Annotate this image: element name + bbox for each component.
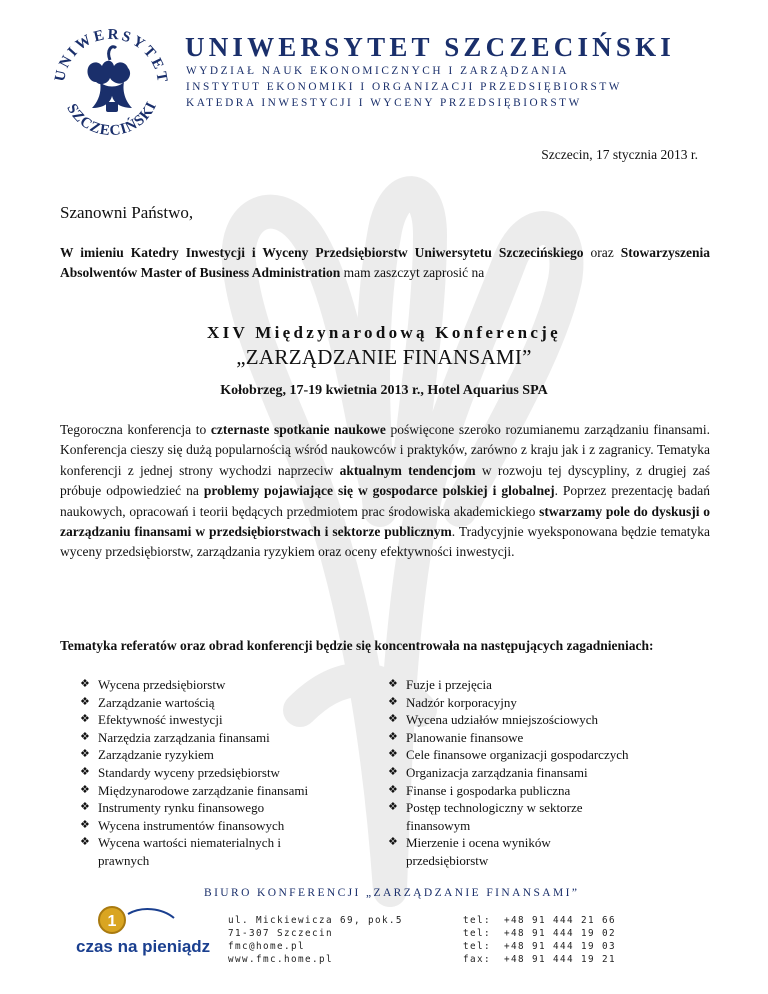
list-item xyxy=(78,746,368,764)
topic-label: Planowanie finansowe xyxy=(406,729,524,745)
phone-number: +48 91 444 21 66 xyxy=(504,915,616,926)
bullet-icon: ❖ xyxy=(80,765,90,778)
para-bold-2: aktualnym tendencjom xyxy=(339,462,476,478)
contact-line xyxy=(463,928,616,939)
bullet-icon: ❖ xyxy=(80,695,90,708)
conference-place-date: Kołobrzeg, 17-19 kwietnia 2013 r., Hotel Aquarius SPA xyxy=(220,383,548,398)
faculty-line: WYDZIAŁ NAUK EKONOMICZNYCH I ZARZĄDZANIA xyxy=(186,65,570,77)
contact-line xyxy=(463,954,616,965)
bullet-icon: ❖ xyxy=(80,836,90,849)
contact-line xyxy=(463,941,616,952)
bullet-icon: ❖ xyxy=(388,748,398,761)
topic-label: Zarządzanie wartością xyxy=(98,694,215,710)
svg-text:SZCZECIŃSKI: SZCZECIŃSKI xyxy=(63,99,160,140)
contact-email[interactable]: fmc@home.pl xyxy=(228,941,305,952)
list-item xyxy=(386,746,686,764)
para-bold-1: czternaste spotkanie naukowe xyxy=(210,422,386,437)
conference-office-title: BIURO KONFERENCJI „ZARZĄDZANIE FINANSAMI” xyxy=(204,887,580,899)
topic-label: Efektywność inwestycji xyxy=(98,712,223,728)
bullet-icon: ❖ xyxy=(388,765,398,778)
contact-line xyxy=(463,915,616,926)
list-item xyxy=(386,764,686,782)
topic-label: Wycena udziałów mniejszościowych xyxy=(406,712,598,728)
topic-label: Wycena przedsiębiorstw xyxy=(98,677,226,692)
list-item xyxy=(78,729,368,747)
address-city: 71-307 Szczecin xyxy=(228,928,333,939)
intro-text-1: oraz xyxy=(583,245,621,260)
contact-label: tel: xyxy=(463,915,491,926)
topic-label: Organizacja zarządzania finansami xyxy=(406,764,588,780)
topic-label: Cele finansowe organizacji gospodarczych xyxy=(406,747,629,763)
intro-text-2: mam zaszczyt zaprosić na xyxy=(340,265,485,280)
phone-number: +48 91 444 19 03 xyxy=(504,941,616,952)
para-text-3: w rozwoju tej dyscypliny, z drugiej zaś próbuje odpowiedzieć na xyxy=(60,462,710,499)
list-item xyxy=(78,834,328,869)
bullet-icon: ❖ xyxy=(388,713,398,726)
intro-bold-stowarzyszenie: Stowarzyszenia Absolwentów Master of Business Administration xyxy=(60,245,710,280)
conference-title: XIV Międzynarodową Konferencję xyxy=(207,323,561,342)
list-item xyxy=(78,694,368,712)
topics-list-left xyxy=(78,676,368,870)
svg-text:UNIWERSYTET: UNIWERSYTET xyxy=(52,26,170,84)
topics-intro: Tematyka referatów oraz obrad konferencji będzie się koncentrowała na następujących zagadnieniach: xyxy=(60,638,654,653)
website-link[interactable]: www.fmc.home.pl xyxy=(228,954,333,965)
fax-number: +48 91 444 19 21 xyxy=(504,954,616,965)
para-text-5: . Tradycyjnie wyeksponowana będzie tematyka wyceny przedsiębiorstw, zarządzania ryzykiem oraz oceny efektywności inwestycji. xyxy=(60,524,711,560)
description-paragraph xyxy=(60,420,710,563)
slogan-logo-text: czas na pieniądz xyxy=(76,937,211,956)
topic-label: Wycena instrumentów finansowych xyxy=(98,817,285,833)
topics-list-right xyxy=(386,676,686,870)
contact-label: tel: xyxy=(463,928,491,939)
conference-name: „ZARZĄDZANIE FINANSAMI” xyxy=(236,345,532,369)
topic-label: Postęp technologiczny w sektorze finansowym xyxy=(406,800,583,833)
bullet-icon: ❖ xyxy=(80,730,90,743)
intro-bold-katedra: W imieniu Katedry Inwestycji i Wyceny Przedsiębiorstw Uniwersytetu Szczecińskiego xyxy=(60,245,584,260)
topic-label: Fuzje i przejęcia xyxy=(406,677,492,692)
topic-label: Wycena wartości niematerialnych i prawnych xyxy=(98,835,281,868)
bullet-icon: ❖ xyxy=(388,678,398,690)
para-text-2: poświęcone szeroko rozumianemu zarządzaniu finansami. Konferencja cieszy się dużą popularnością wśród naukowców i praktyków, zarówno z kraju jak i z zagranicy. Tematyka konferencji z jednej strony wychodzi naprzeciw xyxy=(60,422,710,478)
bullet-icon: ❖ xyxy=(80,748,90,761)
address-street: ul. Mickiewicza 69, pok.5 xyxy=(228,915,403,926)
list-item xyxy=(386,694,686,712)
list-item xyxy=(78,764,368,782)
bullet-icon: ❖ xyxy=(80,818,90,831)
greeting: Szanowni Państwo, xyxy=(60,203,194,222)
bullet-icon: ❖ xyxy=(80,713,90,726)
phone-number: +48 91 444 19 02 xyxy=(504,928,616,939)
contact-label: fax: xyxy=(463,954,491,965)
topic-label: Standardy wyceny przedsiębiorstw xyxy=(98,764,280,780)
coin-number: 1 xyxy=(107,913,117,930)
list-item xyxy=(78,782,368,800)
para-text-4: . Poprzez prezentację badań naukowych, opracowań i teorii będących przedmiotem prac środowiska akademickiego xyxy=(60,483,710,519)
bullet-icon: ❖ xyxy=(388,783,398,796)
topic-label: Międzynarodowe zarządzanie finansami xyxy=(98,782,309,798)
list-item xyxy=(386,834,606,869)
topic-label: Nadzór korporacyjny xyxy=(406,694,517,710)
university-seal-logo xyxy=(46,16,176,146)
topic-label: Instrumenty rynku finansowego xyxy=(98,800,265,816)
para-bold-4: stwarzamy pole do dyskusji o zarządzaniu finansami w przedsiębiorstwach i sektorze publicznym xyxy=(60,503,710,540)
list-item xyxy=(78,817,368,835)
list-item xyxy=(386,676,686,694)
institute-line: INSTYTUT EKONOMIKI I ORGANIZACJI PRZEDSIĘBIORSTW xyxy=(186,81,622,93)
list-item xyxy=(78,711,368,729)
topic-label: Narzędzia zarządzania finansami xyxy=(98,729,270,745)
contact-label: tel: xyxy=(463,941,491,952)
topic-label: Zarządzanie ryzykiem xyxy=(98,747,214,763)
list-item xyxy=(78,799,368,817)
bullet-icon: ❖ xyxy=(388,836,398,849)
list-item xyxy=(386,782,686,800)
bullet-icon: ❖ xyxy=(80,801,90,814)
letter-date: Szczecin, 17 stycznia 2013 r. xyxy=(541,147,698,162)
para-bold-3: problemy pojawiające się w gospodarce polskiej i globalnej xyxy=(203,483,555,499)
list-item xyxy=(386,711,686,729)
list-item xyxy=(386,799,636,834)
department-line: KATEDRA INWESTYCJI I WYCENY PRZEDSIĘBIORSTW xyxy=(186,97,582,109)
bullet-icon: ❖ xyxy=(388,801,398,814)
para-text-1: Tegoroczna konferencja to xyxy=(60,422,211,437)
bullet-icon: ❖ xyxy=(388,730,398,743)
topic-label: Mierzenie i ocena wyników przedsiębiorstw xyxy=(406,835,551,868)
list-item xyxy=(78,676,368,694)
university-name: UNIWERSYTET SZCZECIŃSKI xyxy=(185,32,675,62)
bullet-icon: ❖ xyxy=(388,695,398,708)
list-item xyxy=(386,729,686,747)
bullet-icon: ❖ xyxy=(80,783,90,796)
intro-paragraph xyxy=(60,243,710,283)
topic-label: Finanse i gospodarka publiczna xyxy=(406,782,571,798)
bullet-icon: ❖ xyxy=(80,678,90,690)
